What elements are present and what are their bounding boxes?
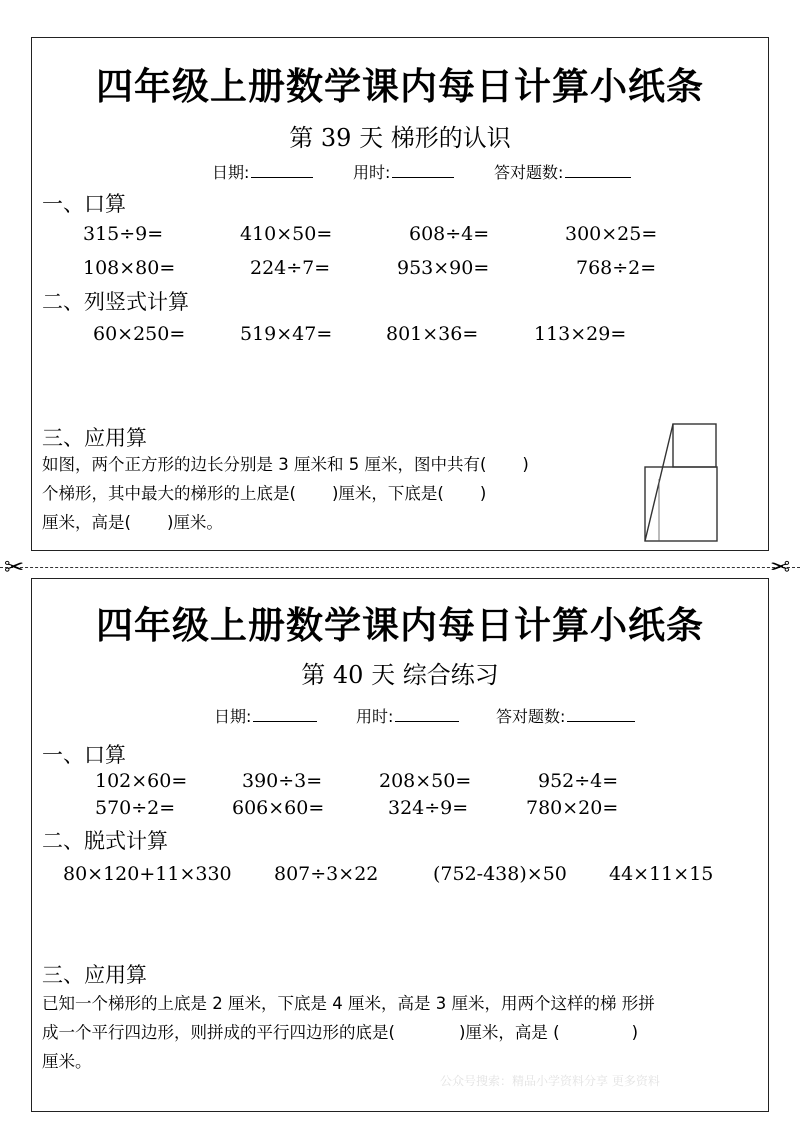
oral-problem: 606×60= bbox=[232, 797, 325, 819]
oral-problem: 768÷2= bbox=[576, 257, 657, 279]
large-square bbox=[645, 467, 717, 541]
oral-problem: 608÷4= bbox=[409, 223, 490, 245]
oral-problem: 780×20= bbox=[526, 797, 619, 819]
oral-problem: 108×80= bbox=[83, 257, 176, 279]
score-field[interactable] bbox=[496, 704, 635, 727]
sheet-title: 四年级上册数学课内每日计算小纸条 bbox=[96, 604, 704, 647]
oral-problem: 300×25= bbox=[565, 223, 658, 245]
vertical-problem: 519×47= bbox=[240, 323, 333, 345]
vertical-problem: 113×29= bbox=[534, 323, 627, 345]
stepwise-problem: 44×11×15 bbox=[609, 863, 714, 885]
oral-problem: 208×50= bbox=[379, 770, 472, 792]
oral-problem: 390÷3= bbox=[242, 770, 323, 792]
oral-problem: 570÷2= bbox=[95, 797, 176, 819]
date-field[interactable] bbox=[212, 160, 313, 183]
sheet-subtitle: 第 39 天 梯形的认识 bbox=[289, 124, 511, 152]
score-blank[interactable] bbox=[565, 163, 631, 178]
score-label: 答对题数: bbox=[496, 707, 566, 726]
time-blank[interactable] bbox=[392, 163, 454, 178]
section-application-title: 三、应用算 bbox=[42, 426, 147, 450]
stepwise-problem: 80×120+11×330 bbox=[63, 863, 232, 885]
score-label: 答对题数: bbox=[494, 163, 564, 182]
time-field[interactable] bbox=[356, 704, 459, 727]
section-oral-title: 一、口算 bbox=[42, 192, 126, 216]
two-squares-figure bbox=[642, 421, 718, 543]
section-vertical-title: 二、列竖式计算 bbox=[42, 290, 189, 314]
vertical-problem: 60×250= bbox=[93, 323, 186, 345]
oral-problem: 224÷7= bbox=[250, 257, 331, 279]
section-stepwise-title: 二、脱式计算 bbox=[42, 829, 168, 853]
date-blank[interactable] bbox=[253, 707, 317, 722]
sheet-title: 四年级上册数学课内每日计算小纸条 bbox=[96, 65, 704, 108]
section-application-title: 三、应用算 bbox=[42, 963, 147, 987]
small-square bbox=[673, 424, 716, 467]
section-oral-title: 一、口算 bbox=[42, 743, 126, 767]
oral-problem: 952÷4= bbox=[538, 770, 619, 792]
date-blank[interactable] bbox=[251, 163, 313, 178]
date-label: 日期: bbox=[212, 163, 250, 182]
time-field[interactable] bbox=[353, 160, 454, 183]
stepwise-problem: 807÷3×22 bbox=[274, 863, 379, 885]
cut-line bbox=[0, 567, 800, 568]
application-problem: 如图，两个正方形的边长分别是 3 厘米和 5 厘米，图中共有( ) 个梯形，其中最大的梯形的上底是( )厘米，下底是( ) 厘米，高是( )厘米。 bbox=[42, 455, 529, 532]
time-blank[interactable] bbox=[395, 707, 459, 722]
scissors-icon: ✂ bbox=[4, 553, 25, 581]
vertical-problem: 801×36= bbox=[386, 323, 479, 345]
score-blank[interactable] bbox=[567, 707, 635, 722]
time-label: 用时: bbox=[353, 163, 391, 182]
score-field[interactable] bbox=[494, 160, 631, 183]
sheet-subtitle: 第 40 天 综合练习 bbox=[301, 661, 499, 689]
worksheet-day-39 bbox=[31, 37, 769, 551]
date-label: 日期: bbox=[214, 707, 252, 726]
oral-problem: 315÷9= bbox=[83, 223, 164, 245]
application-problem: 已知一个梯形的上底是 2 厘米，下底是 4 厘米，高是 3 厘米，用两个这样的梯 形拼 成一个平行四边形，则拼成的平行四边形的底是( )厘米，高是 ( ) 厘米。 bbox=[42, 994, 655, 1071]
oral-problem: 410×50= bbox=[240, 223, 333, 245]
watermark: 公众号搜索：精品小学资料分享 更多资料 bbox=[440, 1074, 660, 1088]
oral-problem: 953×90= bbox=[397, 257, 490, 279]
date-field[interactable] bbox=[214, 704, 317, 727]
time-label: 用时: bbox=[356, 707, 394, 726]
oral-problem: 324÷9= bbox=[388, 797, 469, 819]
scissors-icon: ✂ bbox=[770, 553, 791, 581]
stepwise-problem: (752-438)×50 bbox=[433, 863, 567, 885]
oral-problem: 102×60= bbox=[95, 770, 188, 792]
worksheet-day-40 bbox=[31, 578, 769, 1112]
